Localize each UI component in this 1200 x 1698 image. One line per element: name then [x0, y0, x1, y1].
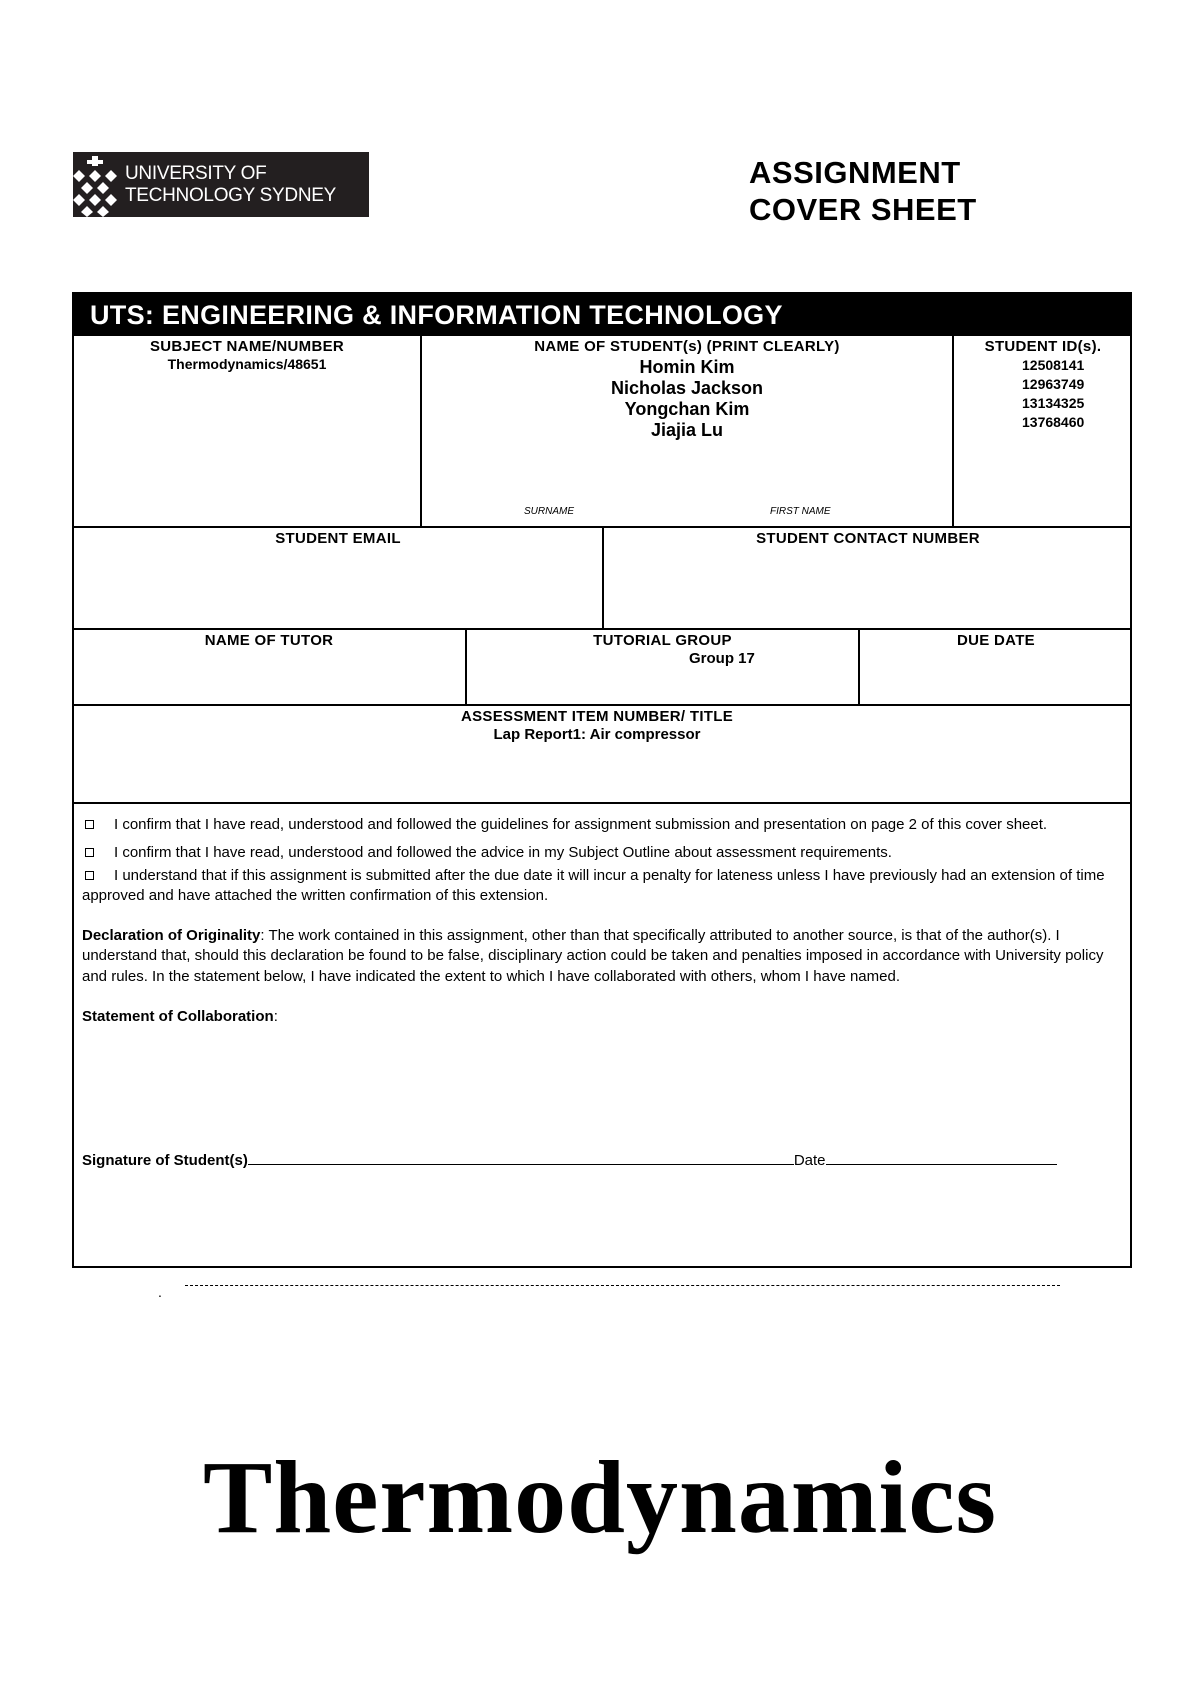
uts-logo [73, 152, 369, 217]
declaration-heading: Declaration of Originality [82, 926, 261, 944]
student-id: 12508141 [1022, 357, 1085, 373]
declaration-of-originality [82, 926, 1118, 988]
date-label: Date [793, 1151, 826, 1169]
collaboration-statement [82, 1007, 1118, 1028]
firstname-caption: FIRST NAME [770, 506, 831, 517]
declaration-text: : The work contained in this assignment, other than that specifically attributed to another source, is that of the author(s). I understand that, should this declaration be found to be false, disciplinary action could be taken and penalties imposed in accordance with University policy and rules. In the statement below, I have indicated the extent to which I have collaborated with others, whom I have named. [82, 926, 1104, 985]
student-name: Jiajia Lu [650, 420, 724, 440]
uts-emblem-icon [73, 152, 117, 217]
title-line-1: ASSIGNMENT [749, 155, 961, 190]
document-title: Thermodynamics [203, 1440, 997, 1555]
subject-cell[interactable] [74, 336, 420, 526]
students-label: NAME OF STUDENT(s) (PRINT CLEARLY) [534, 338, 840, 355]
cover-sheet-form [72, 292, 1132, 1268]
checkbox[interactable] [85, 871, 94, 880]
confirmation-1 [82, 812, 1118, 837]
logo-line-2: TECHNOLOGY SYDNEY [125, 184, 336, 206]
contact-label: STUDENT CONTACT NUMBER [756, 530, 980, 547]
confirmation-text: I confirm that I have read, understood and followed the guidelines for assignment submission and presentation on page 2 of this cover sheet. [114, 816, 1048, 833]
surname-caption: SURNAME [524, 506, 575, 517]
checkbox[interactable] [85, 820, 94, 829]
student-id: 12963749 [1022, 376, 1085, 392]
declaration-section [82, 814, 1118, 1171]
title-line-2: COVER SHEET [749, 192, 977, 227]
tutorial-group-value: Group 17 [689, 650, 755, 667]
confirmation-text: I understand that if this assignment is submitted after the due date it will incur a penalty for lateness unless I have previously had an extension of time approved and have attached the written confirmation of this extension. [82, 866, 1105, 904]
confirmation-text: I confirm that I have read, understood and followed the advice in my Subject Outline about assessment requirements. [114, 844, 892, 861]
subject-value: Thermodynamics/48651 [167, 356, 327, 372]
tutorial-group-cell[interactable] [467, 630, 858, 704]
tutorial-group-label: TUTORIAL GROUP [593, 632, 732, 649]
student-ids-label: STUDENT ID(s). [984, 338, 1102, 355]
assessment-cell[interactable] [74, 706, 1132, 802]
signature-label: Signature of Student(s) [82, 1151, 248, 1169]
checkbox[interactable] [85, 848, 94, 857]
signature-row [82, 1151, 1118, 1172]
subject-label: SUBJECT NAME/NUMBER [149, 338, 345, 355]
student-name: Yongchan Kim [624, 399, 750, 419]
confirmation-3 [82, 866, 1118, 907]
email-cell[interactable] [74, 528, 602, 628]
footer-marker: . [158, 1284, 162, 1300]
collaboration-colon: : [273, 1008, 278, 1025]
email-label: STUDENT EMAIL [275, 530, 401, 547]
confirmation-2 [82, 843, 1118, 864]
faculty-band: UTS: ENGINEERING & INFORMATION TECHNOLOGY [74, 294, 1130, 336]
due-date-cell[interactable] [860, 630, 1132, 704]
tutor-label: NAME OF TUTOR [204, 632, 334, 649]
logo-line-1: UNIVERSITY OF [125, 162, 267, 184]
student-ids-cell[interactable] [954, 336, 1132, 526]
student-names [422, 357, 952, 441]
collaboration-heading: Statement of Collaboration [82, 1008, 274, 1025]
student-ids [1022, 356, 1132, 432]
date-line[interactable] [826, 1163, 1057, 1165]
divider [74, 802, 1130, 804]
logo-wordmark [125, 163, 336, 207]
students-cell[interactable] [422, 336, 952, 526]
tutor-cell[interactable] [74, 630, 464, 704]
due-date-label: DUE DATE [957, 632, 1035, 649]
student-name: Homin Kim [639, 357, 735, 377]
student-id: 13134325 [1022, 395, 1085, 411]
cut-line [185, 1285, 1060, 1286]
page-title [749, 154, 977, 228]
assessment-value: Lap Report1: Air compressor [493, 726, 701, 743]
contact-cell[interactable] [604, 528, 1132, 628]
student-name: Nicholas Jackson [610, 378, 764, 398]
signature-line[interactable] [248, 1163, 794, 1165]
student-id: 13768460 [1022, 414, 1085, 430]
assessment-label: ASSESSMENT ITEM NUMBER/ TITLE [460, 708, 734, 725]
